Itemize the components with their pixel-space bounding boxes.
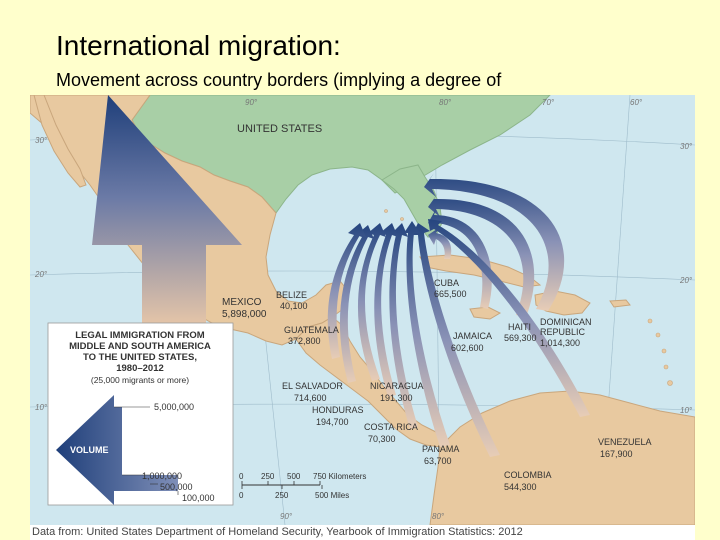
legend-title-line-4: 1980–2012 [116,363,164,374]
origin-label-venezuela: VENEZUELA [598,437,652,447]
origin-value-costa-rica: 70,300 [368,434,396,444]
origin-value-honduras: 194,700 [316,417,349,427]
scale-km-750: 750 Kilometers [313,472,367,481]
scale-km-250: 250 [261,472,275,481]
origin-label-honduras: HONDURAS [312,405,364,415]
origin-label-colombia: COLOMBIA [504,470,552,480]
legend-title-line-3: TO THE UNITED STATES, [82,352,198,363]
graticule-lat-30-left: 30° [35,136,48,145]
origin-label-el-salvador: EL SALVADOR [282,381,343,391]
legend-note: (25,000 migrants or more) [90,375,190,385]
legend-scale-1000000: 1,000,000 [142,471,183,481]
scale-km-0: 0 [239,472,244,481]
legend-title-line-2: MIDDLE AND SOUTH AMERICA [69,341,211,352]
origin-label-costa-rica: COSTA RICA [364,422,418,432]
origin-value-cuba: 665,500 [434,289,467,299]
graticule-lat-20-left: 20° [35,270,48,279]
graticule-lon-90-top: 90° [245,98,258,107]
origin-label-haiti: HAITI [508,322,532,332]
legend-title-line-1: LEGAL IMMIGRATION FROM [75,330,205,341]
legend-scale-500000: 500,000 [160,482,193,492]
graticule-lat-20-right: 20° [680,276,693,285]
origin-value-el-salvador: 714,600 [294,393,327,403]
origin-value-mexico: 5,898,000 [222,309,267,320]
graticule-lat-30-right: 30° [680,142,693,151]
scale-mi-500: 500 Miles [315,491,350,500]
map-svg [30,95,695,525]
source-credit: Data from: United States Department of Homeland Security, Yearbook of Immigration Statistics: 2012 [32,526,523,538]
graticule-lon-70-top: 70° [542,98,555,107]
origin-value-dominican-republic: 1,014,300 [540,338,581,348]
migration-map [30,95,695,525]
scale-mi-0: 0 [239,491,244,500]
origin-value-belize: 40,100 [280,301,308,311]
origin-value-panama: 63,700 [424,456,452,466]
legend-volume-label: VOLUME [70,445,109,455]
graticule-lon-80-top: 80° [439,98,452,107]
graticule-lon-80-bottom: 80° [432,512,445,521]
origin-label-panama: PANAMA [422,444,460,454]
slide-subtitle: Movement across country borders (implying a degree of [56,70,502,90]
origin-value-guatemala: 372,800 [288,336,321,346]
scale-km-500: 500 [287,472,301,481]
origin-value-jamaica: 602,600 [451,343,484,353]
origin-label-mexico: MEXICO [222,297,262,308]
source-bar [30,525,695,540]
origin-value-haiti: 569,300 [504,333,537,343]
graticule-lon-60-top: 60° [630,98,643,107]
graticule-lat-10-right: 10° [680,406,693,415]
origin-label-jamaica: JAMAICA [453,331,493,341]
slide-title: International migration: [56,30,341,61]
graticule-lon-90-bottom: 90° [280,512,293,521]
dominican-line-1: DOMINICAN [540,317,592,327]
origin-label-nicaragua: NICARAGUA [370,381,424,391]
graticule-lat-10-left: 10° [35,403,48,412]
scale-mi-250: 250 [275,491,289,500]
origin-label-cuba: CUBA [434,278,460,288]
legend-scale-100000: 100,000 [182,493,215,503]
origin-value-colombia: 544,300 [504,482,537,492]
dominican-line-2: REPUBLIC [540,327,586,337]
origin-label-belize: BELIZE [276,290,308,300]
legend-scale-5000000: 5,000,000 [154,402,195,412]
origin-label-guatemala: GUATEMALA [284,325,339,335]
origin-value-venezuela: 167,900 [600,449,633,459]
united-states-label: UNITED STATES [237,123,323,135]
origin-value-nicaragua: 191,300 [380,393,413,403]
legend [48,323,233,505]
